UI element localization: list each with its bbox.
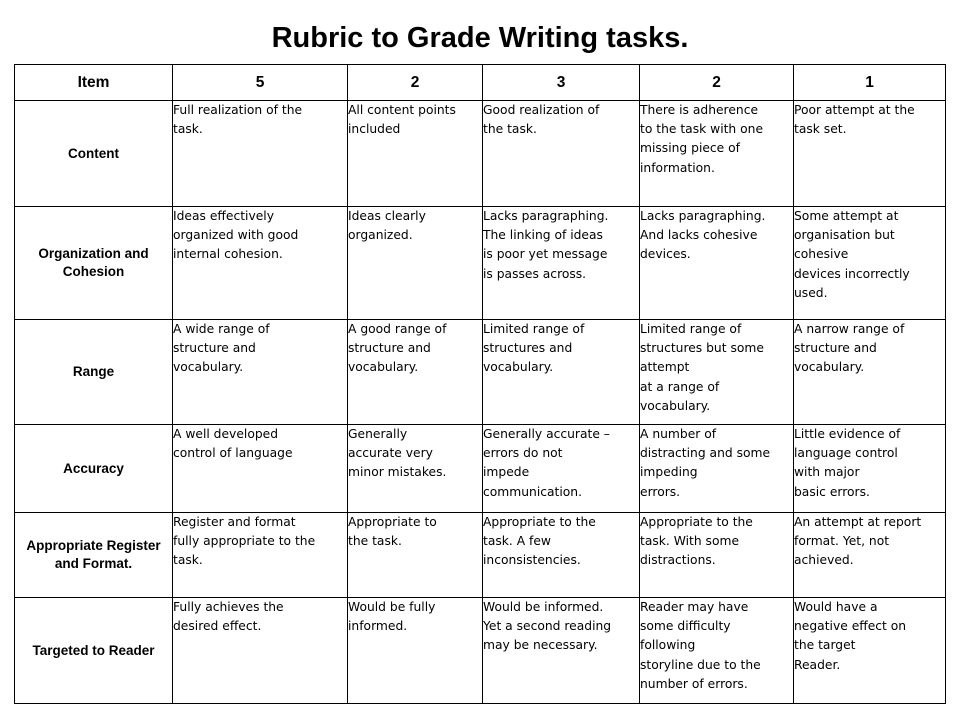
criterion-cell: Ideas effectively organized with good internal cohesion. <box>173 207 348 320</box>
row-label: Appropriate Register and Format. <box>15 513 173 598</box>
criterion-cell: A narrow range of structure and vocabulary. <box>794 320 946 425</box>
criterion-cell: Appropriate to the task. With some distractions. <box>640 513 794 598</box>
criterion-cell: Reader may have some difficulty following storyline due to the number of errors. <box>640 598 794 704</box>
header-score: 2 <box>640 65 794 101</box>
table-row <box>15 425 946 513</box>
page-title: Rubric to Grade Writing tasks. <box>271 22 689 54</box>
criterion-cell: Full realization of the task. <box>173 101 348 207</box>
header-row <box>15 65 946 101</box>
criterion-cell: All content points included <box>348 101 483 207</box>
criterion-cell: A wide range of structure and vocabulary. <box>173 320 348 425</box>
criterion-cell: A well developed control of language <box>173 425 348 513</box>
criterion-cell: Lacks paragraphing. The linking of ideas is poor yet message is passes across. <box>483 207 640 320</box>
criterion-cell: Appropriate to the task. A few inconsistencies. <box>483 513 640 598</box>
row-label: Range <box>15 320 173 425</box>
table-row <box>15 320 946 425</box>
criterion-cell: Ideas clearly organized. <box>348 207 483 320</box>
header-score: 3 <box>483 65 640 101</box>
criterion-cell: Appropriate to the task. <box>348 513 483 598</box>
criterion-cell: An attempt at report format. Yet, not achieved. <box>794 513 946 598</box>
header-score: 1 <box>794 65 946 101</box>
table-row <box>15 598 946 704</box>
criterion-cell: Generally accurate very minor mistakes. <box>348 425 483 513</box>
header-score: 2 <box>348 65 483 101</box>
table-row <box>15 207 946 320</box>
criterion-cell: Register and format fully appropriate to the task. <box>173 513 348 598</box>
criterion-cell: A number of distracting and some impeding errors. <box>640 425 794 513</box>
criterion-cell: Some attempt at organisation but cohesive devices incorrectly used. <box>794 207 946 320</box>
row-label: Content <box>15 101 173 207</box>
row-label: Accuracy <box>15 425 173 513</box>
table-row <box>15 513 946 598</box>
criterion-cell: Little evidence of language control with major basic errors. <box>794 425 946 513</box>
header-item: Item <box>15 65 173 101</box>
criterion-cell: There is adherence to the task with one missing piece of information. <box>640 101 794 207</box>
criterion-cell: Limited range of structures and vocabulary. <box>483 320 640 425</box>
criterion-cell: Generally accurate – errors do not impede communication. <box>483 425 640 513</box>
criterion-cell: Would be informed. Yet a second reading may be necessary. <box>483 598 640 704</box>
header-score: 5 <box>173 65 348 101</box>
criterion-cell: Poor attempt at the task set. <box>794 101 946 207</box>
rubric-table <box>14 64 946 704</box>
row-label: Targeted to Reader <box>15 598 173 704</box>
criterion-cell: Limited range of structures but some attempt at a range of vocabulary. <box>640 320 794 425</box>
row-label: Organization and Cohesion <box>15 207 173 320</box>
criterion-cell: Lacks paragraphing. And lacks cohesive devices. <box>640 207 794 320</box>
criterion-cell: Fully achieves the desired effect. <box>173 598 348 704</box>
table-row <box>15 101 946 207</box>
criterion-cell: Would have a negative effect on the target Reader. <box>794 598 946 704</box>
criterion-cell: A good range of structure and vocabulary. <box>348 320 483 425</box>
criterion-cell: Good realization of the task. <box>483 101 640 207</box>
criterion-cell: Would be fully informed. <box>348 598 483 704</box>
